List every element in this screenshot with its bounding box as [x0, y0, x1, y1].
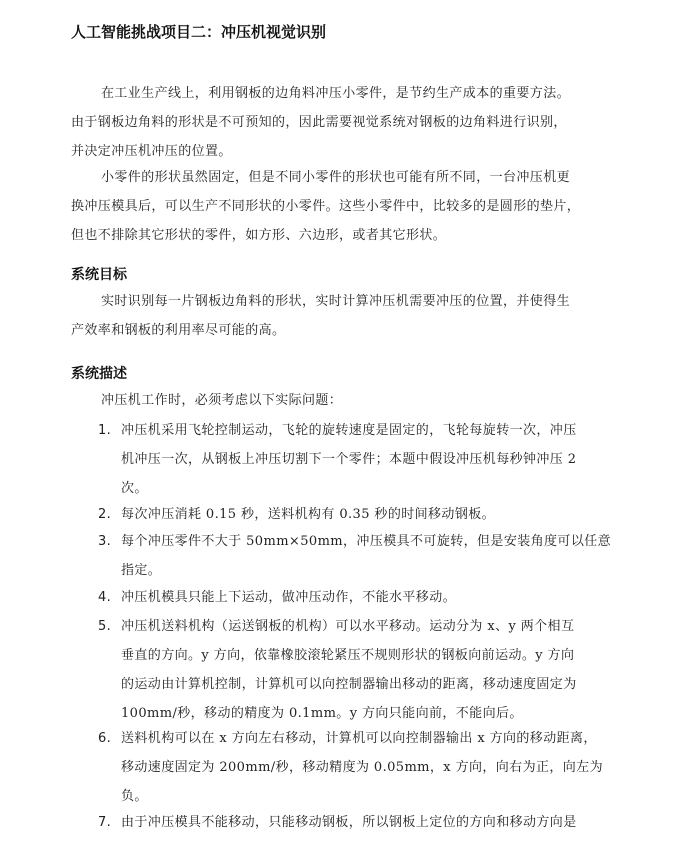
goal-paragraph	[71, 287, 631, 345]
intro-paragraph-1	[71, 79, 631, 166]
list-item-line: 次。	[121, 481, 148, 496]
list-item-line: 冲压机采用飞轮控制运动，飞轮的旋转速度是固定的，飞轮每旋转一次，冲压	[121, 423, 577, 438]
list-item-body	[121, 527, 641, 585]
paragraph-line: 实时识别每一片钢板边角料的形状，实时计算冲压机需要冲压的位置，并使得生	[101, 294, 571, 309]
list-item-line: 每次冲压消耗 0.15 秒，送料机构有 0.35 秒的时间移动钢板。	[121, 507, 496, 522]
list-item-number: 2.	[98, 507, 112, 522]
list-item-line: 指定。	[121, 563, 162, 578]
paragraph-line: 小零件的形状虽然固定，但是不同小零件的形状也可能有所不同，一台冲压机更	[101, 170, 571, 185]
description-heading: 系统描述	[71, 366, 127, 382]
paragraph-line: 并决定冲压机冲压的位置。	[71, 144, 232, 159]
paragraph-line: 但也不排除其它形状的零件，如方形、六边形，或者其它形状。	[71, 228, 447, 243]
list-item-body	[121, 500, 641, 529]
list-item-line: 送料机构可以在 x 方向左右移动，计算机可以向控制器输出 x 方向的移动距离，	[121, 731, 597, 746]
list-item-line: 由于冲压模具不能移动，只能移动钢板，所以钢板上定位的方向和移动方向是	[121, 815, 577, 830]
paragraph-line: 由于钢板边角料的形状是不可预知的，因此需要视觉系统对钢板的边角料进行识别，	[71, 115, 567, 130]
paragraph-line: 在工业生产线上，利用钢板的边角料冲压小零件，是节约生产成本的重要方法。	[101, 86, 571, 101]
goal-heading: 系统目标	[71, 267, 127, 283]
list-item-number: 1.	[98, 423, 112, 438]
list-item-line: 100mm/秒，移动的精度为 0.1mm。y 方向只能向前，不能向后。	[121, 706, 523, 721]
list-item-line: 的运动由计算机控制，计算机可以向控制器输出移动的距离，移动速度固定为	[121, 677, 577, 692]
list-item-line: 负。	[121, 789, 148, 804]
list-item-number: 4.	[98, 590, 112, 605]
list-item-body	[121, 612, 641, 728]
list-item-line: 每个冲压零件不大于 50mm×50mm，冲压模具不可旋转，但是安装角度可以任意	[121, 534, 612, 549]
list-item-body	[121, 583, 641, 612]
list-item-number: 7.	[98, 815, 112, 830]
list-item-body	[121, 808, 641, 837]
list-item-number: 5.	[98, 619, 112, 634]
description-intro: 冲压机工作时，必须考虑以下实际问题：	[101, 393, 343, 408]
list-item-line: 移动速度固定为 200mm/秒，移动精度为 0.05mm，x 方向，向右为正，向左为	[121, 760, 603, 775]
paragraph-line: 产效率和钢板的利用率尽可能的高。	[71, 323, 286, 338]
list-item-number: 3.	[98, 534, 112, 549]
list-item-line: 冲压机模具只能上下运动，做冲压动作，不能水平移动。	[121, 590, 457, 605]
list-item-body	[121, 416, 641, 503]
list-item-body	[121, 724, 641, 811]
intro-paragraph-2	[71, 163, 631, 250]
list-item-line: 垂直的方向。y 方向，依靠橡胶滚轮紧压不规则形状的钢板向前运动。y 方向	[121, 648, 575, 663]
list-item-number: 6.	[98, 731, 112, 746]
list-item-line: 机冲压一次，从钢板上冲压切割下一个零件；本题中假设冲压机每秒钟冲压 2	[121, 452, 577, 467]
list-item-line: 冲压机送料机构（运送钢板的机构）可以水平移动。运动分为 x、y 两个相互	[121, 619, 575, 634]
paragraph-line: 换冲压模具后，可以生产不同形状的小零件。这些小零件中，比较多的是圆形的垫片，	[71, 199, 581, 214]
document-title: 人工智能挑战项目二：冲压机视觉识别	[71, 23, 327, 41]
